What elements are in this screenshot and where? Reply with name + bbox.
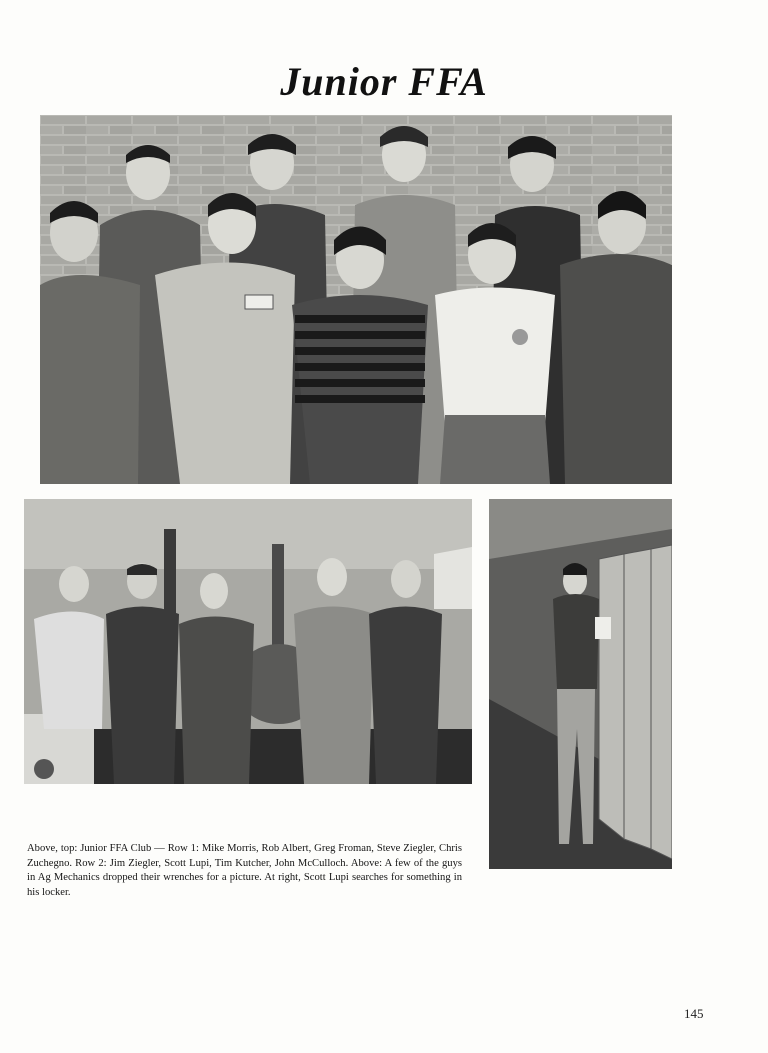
page-title: Junior FFA xyxy=(280,59,488,104)
locker-photo xyxy=(489,499,672,869)
page-number: 145 xyxy=(684,1006,704,1021)
ag-mechanics-photo xyxy=(24,499,472,784)
photo-caption: Above, top: Junior FFA Club — Row 1: Mike Morris, Rob Albert, Greg Froman, Steve Ziegler, Chris Zuchegno. Row 2: Jim Ziegler, Scott Lupi, Tim Kutcher, John McCulloch. Above: A few of the guys in Ag Mechanics dropped their wrenches for a picture. At right, Scott Lupi searches for something in his locker. xyxy=(27,843,462,898)
lockers xyxy=(599,545,672,859)
group-photo-junior-ffa-club xyxy=(40,115,672,484)
